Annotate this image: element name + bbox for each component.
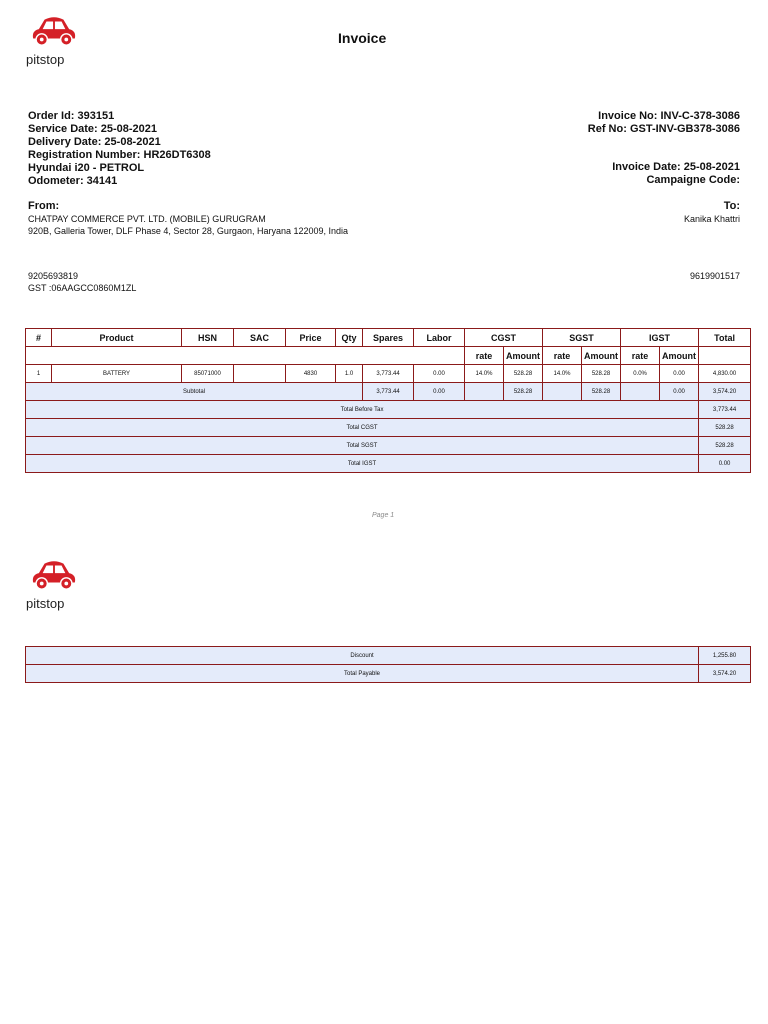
summary-row [26, 419, 751, 437]
ref-number: Ref No: GST-INV-GB378-3086 [587, 123, 740, 135]
table-row [26, 365, 751, 383]
discount-label: Discount [26, 647, 699, 665]
row-spares: 3,773.44 [363, 365, 414, 383]
service-date: Service Date: 25-08-2021 [28, 123, 158, 135]
invoice-meta-dates [612, 161, 740, 187]
col-product: Product [52, 329, 182, 347]
row-qty: 1.0 [336, 365, 363, 383]
invoice-number: Invoice No: INV-C-378-3086 [598, 110, 740, 122]
subtotal-row [26, 383, 751, 401]
from-address: 920B, Galleria Tower, DLF Phase 4, Sector 28, Gurgaon, Haryana 122009, India [28, 226, 349, 236]
invoice-date: Invoice Date: 25-08-2021 [612, 161, 740, 173]
col-qty: Qty [336, 329, 363, 347]
invoice-meta [588, 110, 740, 136]
delivery-date: Delivery Date: 25-08-2021 [28, 136, 161, 148]
col-price: Price [286, 329, 336, 347]
discount-value: 1,255.80 [699, 647, 751, 665]
summary-row [26, 647, 751, 665]
summary-value: 528.28 [699, 437, 751, 455]
odometer: Odometer: 34141 [28, 175, 118, 187]
order-id: Order Id: 393151 [28, 110, 115, 122]
subtotal-cgst-rate [465, 383, 504, 401]
campaign-code: Campaigne Code: [646, 174, 740, 186]
subtotal-cgst-amount: 528.28 [504, 383, 543, 401]
row-labor: 0.00 [414, 365, 465, 383]
subtotal-igst-amount: 0.00 [660, 383, 699, 401]
total-payable-value: 3,574.20 [699, 665, 751, 683]
page-title: Invoice [338, 30, 387, 46]
col-labor: Labor [414, 329, 465, 347]
table-header-row [26, 329, 751, 347]
subtotal-labor: 0.00 [414, 383, 465, 401]
row-total: 4,830.00 [699, 365, 751, 383]
brand-name: pitstop [26, 596, 65, 611]
payment-summary-table [25, 646, 751, 683]
vehicle-model: Hyundai i20 - PETROL [28, 162, 145, 174]
total-payable-label: Total Payable [26, 665, 699, 683]
subtotal-total: 3,574.20 [699, 383, 751, 401]
from-gst: GST :06AAGCC0860M1ZL [28, 283, 137, 293]
from-contact [28, 270, 136, 294]
pitstop-logo-page2 [26, 558, 82, 611]
from-name: CHATPAY COMMERCE PVT. LTD. (MOBILE) GURUGRAM [28, 214, 266, 224]
row-cgst-rate: 14.0% [465, 365, 504, 383]
col-number: # [26, 329, 52, 347]
subtotal-sgst-amount: 528.28 [582, 383, 621, 401]
row-sgst-rate: 14.0% [543, 365, 582, 383]
col-igst: IGST [621, 329, 699, 347]
row-igst-amount: 0.00 [660, 365, 699, 383]
igst-rate-header: rate [621, 347, 660, 365]
summary-row [26, 437, 751, 455]
summary-label: Total SGST [26, 437, 699, 455]
summary-label: Total IGST [26, 455, 699, 473]
sgst-amount-header: Amount [582, 347, 621, 365]
row-cgst-amount: 528.28 [504, 365, 543, 383]
from-label: From: [28, 200, 60, 212]
to-name: Kanika Khattri [683, 214, 740, 224]
summary-value: 528.28 [699, 419, 751, 437]
car-logo-icon [26, 558, 82, 592]
subtotal-igst-rate [621, 383, 660, 401]
to-block [684, 200, 740, 225]
sgst-rate-header: rate [543, 347, 582, 365]
igst-amount-header: Amount [660, 347, 699, 365]
subtotal-spares: 3,773.44 [363, 383, 414, 401]
invoice-table [25, 328, 751, 473]
from-block [28, 200, 348, 237]
pitstop-logo [26, 14, 82, 67]
col-sac: SAC [234, 329, 286, 347]
subheader-spacer [26, 347, 465, 365]
order-details [28, 110, 211, 188]
row-sac [234, 365, 286, 383]
summary-label: Total Before Tax [26, 401, 699, 419]
subtotal-label: Subtotal [26, 383, 363, 401]
table-subheader-row [26, 347, 751, 365]
cgst-amount-header: Amount [504, 347, 543, 365]
col-hsn: HSN [182, 329, 234, 347]
summary-row [26, 455, 751, 473]
col-cgst: CGST [465, 329, 543, 347]
to-phone: 9619901517 [689, 271, 740, 281]
subtotal-sgst-rate [543, 383, 582, 401]
registration-number: Registration Number: HR26DT6308 [28, 149, 211, 161]
total-subheader-spacer [699, 347, 751, 365]
page-number: Page 1 [372, 512, 395, 519]
col-total: Total [699, 329, 751, 347]
row-price: 4830 [286, 365, 336, 383]
row-igst-rate: 0.0% [621, 365, 660, 383]
summary-row [26, 665, 751, 683]
to-contact [690, 270, 740, 282]
cgst-rate-header: rate [465, 347, 504, 365]
row-num: 1 [26, 365, 52, 383]
brand-name: pitstop [26, 52, 65, 67]
row-hsn: 85071000 [182, 365, 234, 383]
col-sgst: SGST [543, 329, 621, 347]
car-logo-icon [26, 14, 82, 48]
summary-label: Total CGST [26, 419, 699, 437]
row-product: BATTERY [52, 365, 182, 383]
col-spares: Spares [363, 329, 414, 347]
summary-value: 0.00 [699, 455, 751, 473]
row-sgst-amount: 528.28 [582, 365, 621, 383]
to-label: To: [723, 200, 740, 212]
summary-row [26, 401, 751, 419]
summary-value: 3,773.44 [699, 401, 751, 419]
from-phone: 9205693819 [28, 271, 79, 281]
